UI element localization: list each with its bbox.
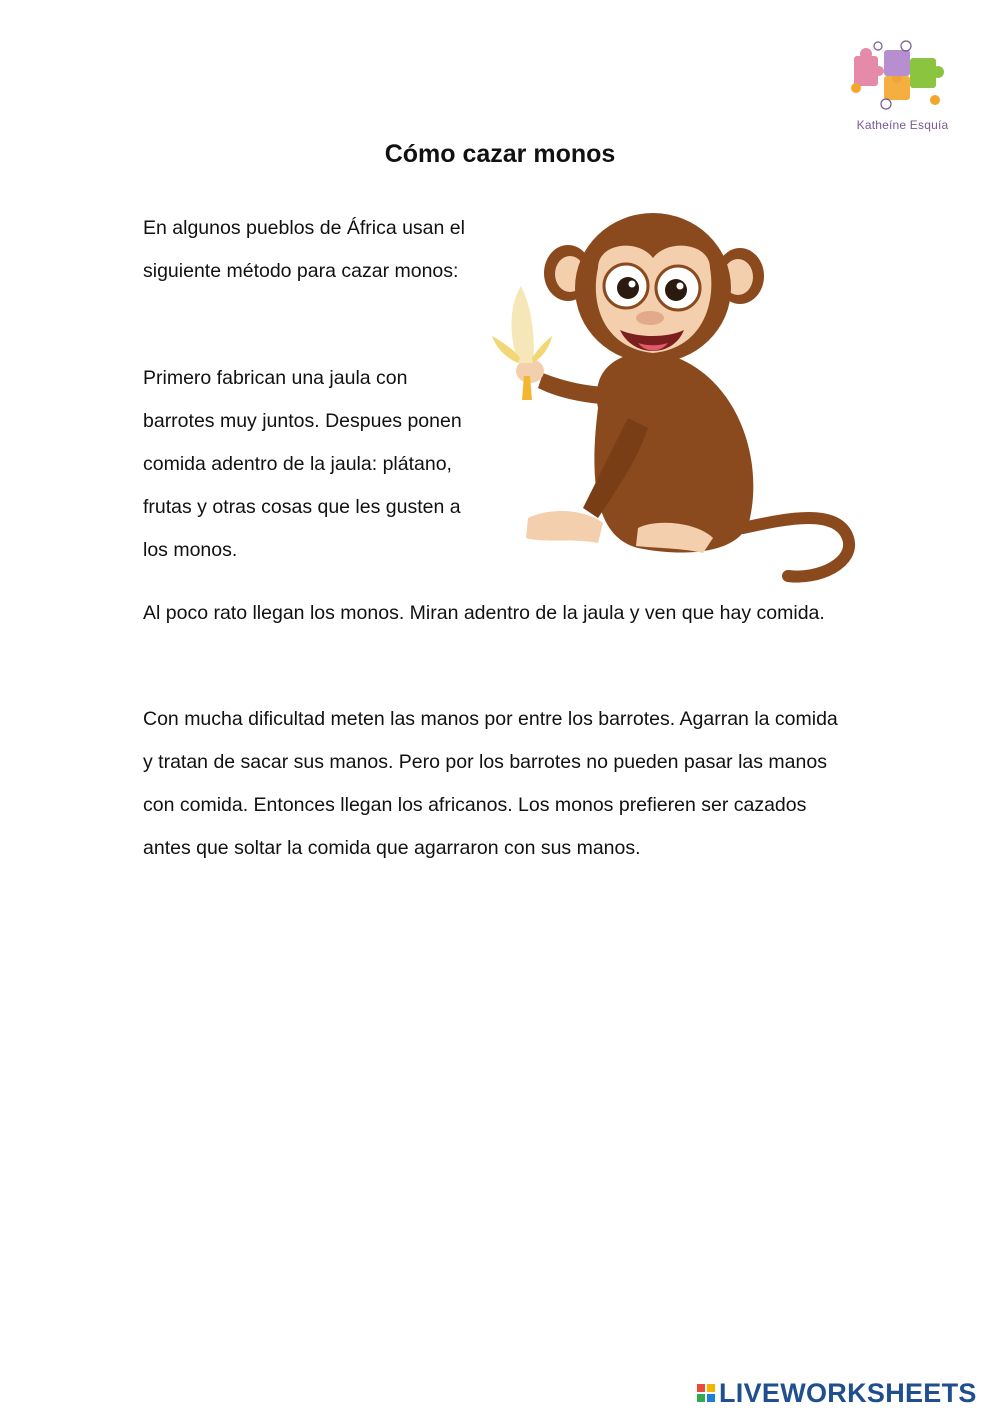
author-logo xyxy=(840,36,965,136)
page-title: Cómo cazar monos xyxy=(384,140,616,168)
liveworksheets-wordmark: LIVEWORKSHEETS xyxy=(719,1377,977,1408)
liveworksheets-icon xyxy=(697,1384,715,1402)
author-name: Katheíne Esquía xyxy=(856,118,949,132)
paragraph-3: Al poco rato llegan los monos. Miran adentro de la jaula y ven que hay comida. xyxy=(143,602,825,624)
liveworksheets-brand xyxy=(697,1378,977,1408)
paragraph-1: En algunos pueblos de África usan el siguiente método para cazar monos: xyxy=(143,217,465,282)
paragraph-2: Primero fabrican una jaula con barrotes muy juntos. Despues ponen comida adentro de la jaula: plátano, frutas y otras cosas que les gusten a los monos. xyxy=(143,367,462,561)
puzzle-pieces-icon xyxy=(840,36,965,116)
monkey-with-banana-icon xyxy=(488,208,858,588)
paragraph-4: Con mucha dificultad meten las manos por entre los barrotes. Agarran la comida y tratan de sacar sus manos. Pero por los barrotes no pueden pasar las manos con comida. Entonces llegan los africanos. Los monos prefieren ser cazados antes que soltar la comida que agarraron con sus manos. xyxy=(143,708,838,859)
monkey-illustration xyxy=(488,208,858,588)
